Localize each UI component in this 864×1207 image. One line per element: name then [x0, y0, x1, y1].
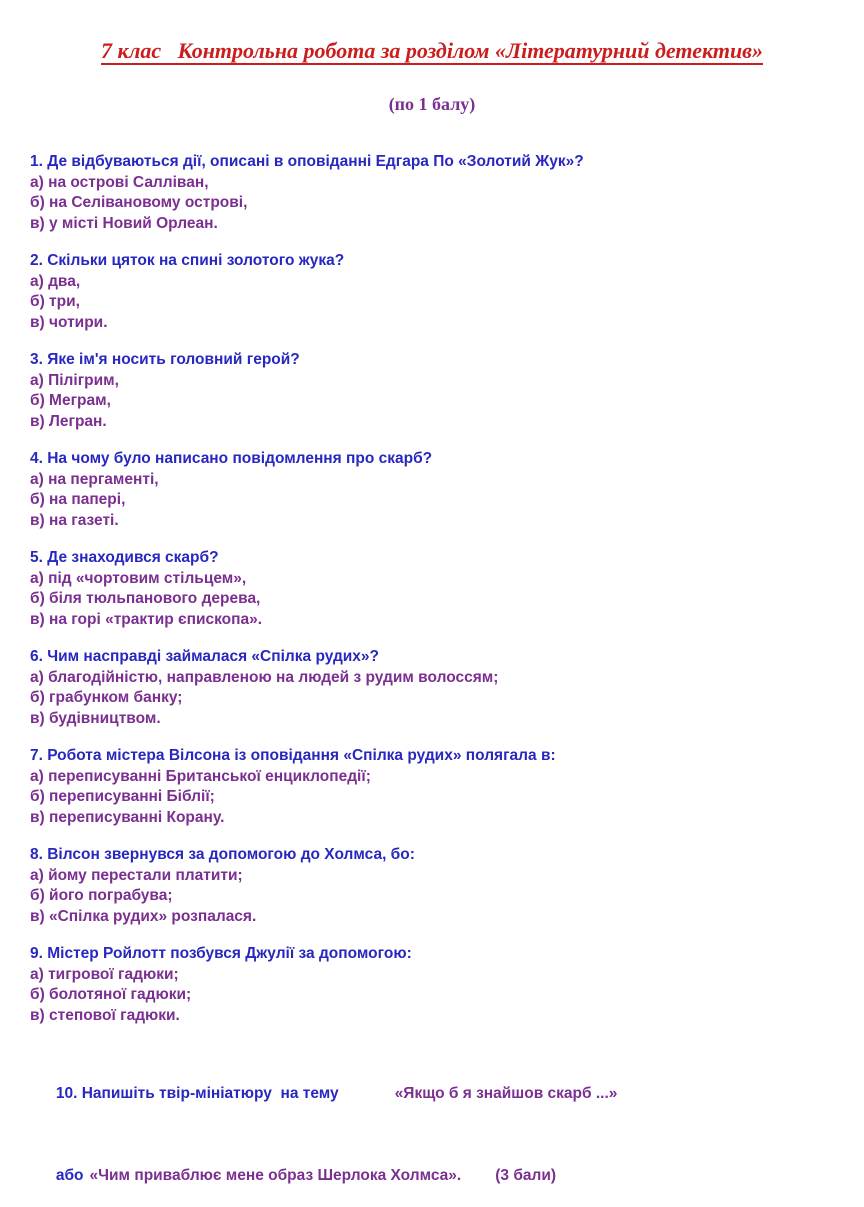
- question-5-option-c: в) на горі «трактир єпископа».: [30, 610, 834, 631]
- question-9: [30, 944, 834, 1026]
- question-10-prompt: 10. Напишіть твір-мініатюру на тему: [56, 1085, 339, 1102]
- question-6: [30, 647, 834, 729]
- question-3: [30, 350, 834, 432]
- document-title: 7 клас Контрольна робота за розділом «Літературний детектив»: [30, 38, 834, 64]
- question-4-option-b: б) на папері,: [30, 490, 834, 511]
- question-6-option-a: а) благодійністю, направленою на людей з рудим волоссям;: [30, 668, 834, 689]
- question-1-option-c: в) у місті Новий Орлеан.: [30, 214, 834, 235]
- question-7-option-c: в) переписуванні Корану.: [30, 808, 834, 829]
- question-1: [30, 152, 834, 234]
- question-1-text: 1. Де відбуваються дії, описані в оповіданні Едгара По «Золотий Жук»?: [30, 152, 834, 173]
- question-5: [30, 548, 834, 630]
- question-1-option-b: б) на Селівановому острові,: [30, 193, 834, 214]
- question-7-text: 7. Робота містера Вілсона із оповідання «Спілка рудих» полягала в:: [30, 746, 834, 767]
- question-3-option-a: а) Пілігрим,: [30, 371, 834, 392]
- questions-list: [30, 152, 834, 1207]
- question-2-text: 2. Скільки цяток на спині золотого жука?: [30, 251, 834, 272]
- question-5-text: 5. Де знаходився скарб?: [30, 548, 834, 569]
- question-4-option-c: в) на газеті.: [30, 511, 834, 532]
- question-6-text: 6. Чим насправді займалася «Спілка рудих»?: [30, 647, 834, 668]
- question-4-option-a: а) на пергаменті,: [30, 470, 834, 491]
- question-8-option-a: а) йому перестали платити;: [30, 866, 834, 887]
- question-6-option-c: в) будівництвом.: [30, 709, 834, 730]
- question-2-option-a: а) два,: [30, 272, 834, 293]
- question-8-text: 8. Вілсон звернувся за допомогою до Холмса, бо:: [30, 845, 834, 866]
- question-8: [30, 845, 834, 927]
- question-4: [30, 449, 834, 531]
- question-9-option-c: в) степової гадюки.: [30, 1006, 834, 1027]
- question-4-text: 4. На чому було написано повідомлення про скарб?: [30, 449, 834, 470]
- question-2-option-b: б) три,: [30, 292, 834, 313]
- question-5-option-b: б) біля тюльпанового дерева,: [30, 589, 834, 610]
- question-9-option-b: б) болотяної гадюки;: [30, 985, 834, 1006]
- question-9-text: 9. Містер Ройлотт позбувся Джулії за допомогою:: [30, 944, 834, 965]
- question-2: [30, 251, 834, 333]
- question-8-option-c: в) «Спілка рудих» розпалася.: [30, 907, 834, 928]
- question-1-option-a: а) на острові Салліван,: [30, 173, 834, 194]
- question-7: [30, 746, 834, 828]
- question-10: [30, 1063, 834, 1125]
- question-10-topic-2: «Чим приваблює мене образ Шерлока Холмса».: [90, 1167, 462, 1184]
- question-10-alt-prefix: або: [56, 1167, 84, 1184]
- question-7-option-b: б) переписуванні Біблії;: [30, 787, 834, 808]
- question-8-option-b: б) його пограбува;: [30, 886, 834, 907]
- question-2-option-c: в) чотири.: [30, 313, 834, 334]
- question-10-topic-1: «Якщо б я знайшов скарб ...»: [395, 1085, 618, 1102]
- question-7-option-a: а) переписуванні Британської енциклопедії;: [30, 767, 834, 788]
- question-3-text: 3. Яке ім'я носить головний герой?: [30, 350, 834, 371]
- question-10-score: (3 бали): [495, 1167, 556, 1184]
- question-6-option-b: б) грабунком банку;: [30, 688, 834, 709]
- question-3-option-c: в) Легран.: [30, 412, 834, 433]
- question-9-option-a: а) тигрової гадюки;: [30, 965, 834, 986]
- document-subtitle: (по 1 балу): [30, 94, 834, 115]
- question-3-option-b: б) Меграм,: [30, 391, 834, 412]
- question-10-alternative: [30, 1146, 834, 1207]
- question-5-option-a: а) під «чортовим стільцем»,: [30, 569, 834, 590]
